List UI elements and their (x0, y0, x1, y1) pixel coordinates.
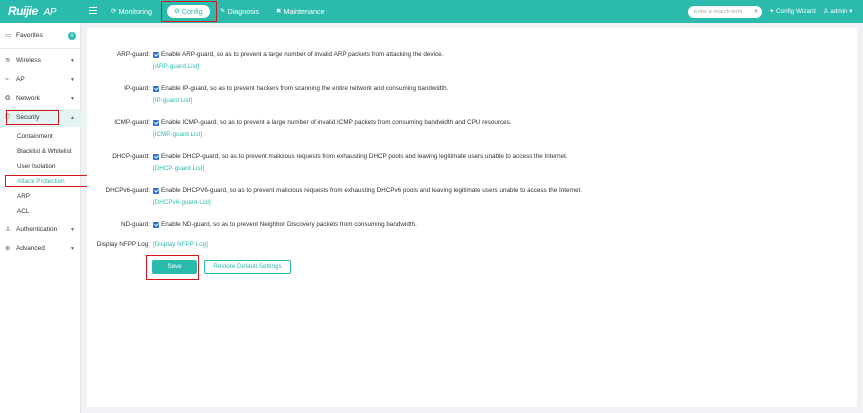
chevron-down-icon: ▼ (70, 96, 75, 102)
dhcp-guard-option[interactable]: Enable DHCP-guard, so as to prevent malicious requests from exhausting DHCP pools and leaving legitimate users unable to access the Internet. (153, 153, 568, 160)
chevron-down-icon: ▼ (70, 77, 75, 83)
search-icon[interactable]: ⌕ (754, 8, 758, 15)
user-icon: ♙ (5, 226, 11, 233)
dhcpv6-guard-option[interactable]: Enable DHCPV6-guard, so as to prevent malicious requests from exhausting DHCPv6 pools and leaving legitimate users unable to access the Internet. (153, 187, 582, 194)
dhcpv6-guard-label: DHCPv6-guard: (105, 187, 150, 194)
ip-guard-option[interactable]: Enable IP-guard, so as to prevent hackers from scanning the entire network and consuming bandwidth. (153, 85, 448, 92)
nfpp-log-link[interactable]: [Display NFPP Log] (153, 241, 208, 248)
save-button[interactable]: Save (152, 260, 197, 274)
dhcpv6-guard-list-link[interactable]: [DHCPv6-guard List] (153, 199, 211, 206)
icmp-guard-label: ICMP-guard: (114, 119, 150, 126)
nav-diagnosis[interactable]: ✎ Diagnosis (220, 7, 260, 16)
highlight-attack-protection (5, 175, 93, 187)
arp-guard-label: ARP-guard: (117, 51, 150, 58)
restore-defaults-button[interactable]: Restore Default Settings (204, 260, 291, 274)
ip-guard-label: IP-guard: (124, 85, 150, 92)
network-icon: ❂ (5, 95, 11, 102)
chevron-down-icon: ▼ (70, 246, 75, 252)
wifi-icon: ≋ (5, 57, 11, 64)
arp-guard-list-link[interactable]: [ARP-guard List] (153, 63, 200, 70)
maintenance-icon: ✖ (276, 8, 282, 15)
sidebar-item-security[interactable]: ⛉ Security ▲ (0, 109, 81, 127)
search-input[interactable]: Enter a search term ⌕ (688, 6, 762, 18)
nav-monitoring[interactable]: ⟳ Monitoring (111, 7, 153, 16)
checkbox-icon[interactable] (153, 188, 159, 194)
sidebar-item-wireless[interactable]: ≋ Wireless ▼ (0, 52, 81, 70)
highlight-security (6, 110, 59, 125)
diagnosis-icon: ✎ (220, 8, 226, 15)
ap-icon: ⌁ (5, 76, 9, 83)
checkbox-icon[interactable] (153, 120, 159, 126)
arp-guard-option[interactable]: Enable ARP-guard, so as to prevent a large number of invalid ARP packets from attacking the device. (153, 51, 443, 58)
sidebar-divider (0, 48, 81, 49)
sidebar-item-ap[interactable]: ⌁ AP ▼ (0, 71, 81, 89)
chevron-down-icon: ▼ (70, 58, 75, 64)
nd-guard-label: ND-guard: (120, 221, 150, 228)
folder-icon: ▭ (5, 32, 12, 39)
icmp-guard-list-link[interactable]: [ICMP-guard List] (153, 131, 202, 138)
checkbox-icon[interactable] (153, 86, 159, 92)
config-icon: ⚙ (174, 8, 180, 15)
top-bar (0, 0, 863, 23)
config-wizard-link[interactable]: ✦ Config Wizard (769, 8, 816, 15)
sidebar-subitem-blacklist-whitelist[interactable]: Blacklist & Whitelist (17, 148, 72, 155)
brand-logo: Ruijie AP (8, 4, 57, 18)
checkbox-icon[interactable] (153, 52, 159, 58)
shield-icon: ⛉ (5, 114, 10, 121)
ip-guard-list-link[interactable]: [IP-guard List] (153, 97, 193, 104)
nfpp-log-label: Display NFPP Log: (96, 241, 150, 248)
sidebar-subitem-attack-protection[interactable]: Attack Protection (17, 178, 65, 185)
user-menu[interactable]: ♙ admin ▾ (823, 8, 853, 15)
menu-toggle-icon[interactable] (89, 7, 97, 14)
dhcp-guard-label: DHCP-guard: (112, 153, 150, 160)
sidebar-subitem-arp[interactable]: ARP (17, 193, 30, 200)
checkbox-icon[interactable] (153, 154, 159, 160)
sidebar-item-advanced[interactable]: ⊕ Advanced ▼ (0, 240, 81, 258)
sidebar-item-authentication[interactable]: ♙ Authentication ▼ (0, 221, 81, 239)
icmp-guard-option[interactable]: Enable ICMP-guard, so as to prevent a large number of invalid ICMP packets from consuming bandwidth and CPU resources. (153, 119, 512, 126)
sidebar-item-network[interactable]: ❂ Network ▼ (0, 90, 81, 108)
dhcp-guard-list-link[interactable]: [DHCP-guard List] (153, 165, 205, 172)
advanced-icon: ⊕ (5, 245, 11, 252)
nav-maintenance[interactable]: ✖ Maintenance (276, 7, 325, 16)
sidebar-subitem-containment[interactable]: Containment (17, 133, 53, 140)
chevron-up-icon: ▲ (70, 115, 75, 121)
sidebar-subitem-acl[interactable]: ACL (17, 208, 30, 215)
sidebar-item-favorites[interactable]: ▭ Favorites 0 (0, 27, 81, 45)
checkbox-icon[interactable] (153, 222, 159, 228)
sidebar (0, 23, 81, 413)
monitoring-icon: ⟳ (111, 8, 117, 15)
chevron-down-icon: ▼ (70, 227, 75, 233)
nd-guard-option[interactable]: Enable ND-guard, so as to prevent Neighbor Discovery packets from consuming bandwidth. (153, 221, 417, 228)
sidebar-subitem-user-isolation[interactable]: User Isolation (17, 163, 56, 170)
favorites-count-badge: 0 (68, 32, 76, 40)
nav-config[interactable]: ⚙ Config (167, 5, 210, 18)
